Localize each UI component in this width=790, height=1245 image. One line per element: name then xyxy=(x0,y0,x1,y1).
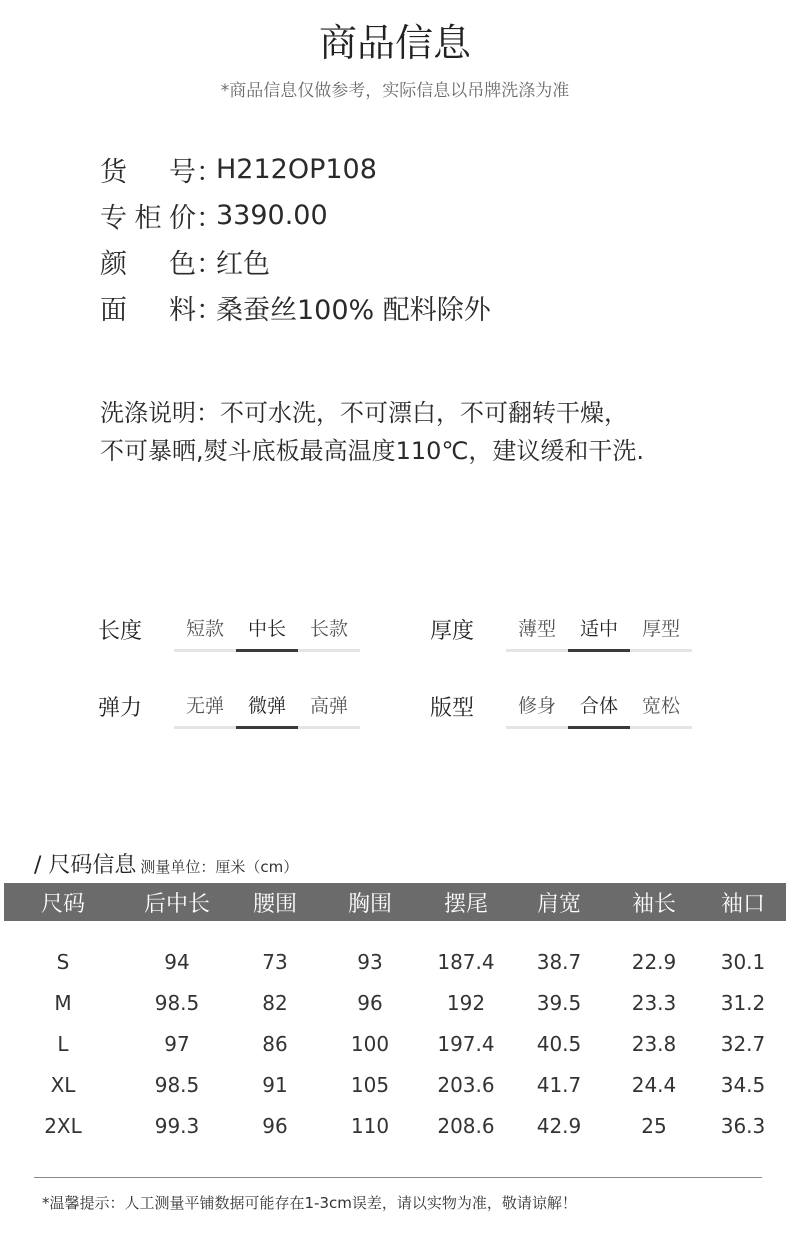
table-cell: 23.8 xyxy=(631,1031,677,1056)
info-label: 货号 xyxy=(100,156,196,188)
attribute-options xyxy=(506,691,692,729)
table-cell: 187.4 xyxy=(437,949,495,974)
info-label: 面料 xyxy=(100,294,196,326)
attribute-option: 薄型 xyxy=(506,614,568,652)
attribute-option: 短款 xyxy=(174,614,236,652)
size-table xyxy=(4,883,786,1146)
table-cell: 192 xyxy=(446,990,486,1015)
size-section-header xyxy=(34,848,298,879)
column-header: 摆尾 xyxy=(443,891,488,917)
info-colon: ： xyxy=(196,202,223,234)
table-cell: 93 xyxy=(357,949,383,974)
info-value: 桑蚕丝100% 配料除外 xyxy=(216,294,491,326)
size-table-header xyxy=(4,883,786,921)
table-cell: M xyxy=(54,990,72,1015)
info-value: 3390.00 xyxy=(216,199,328,231)
attribute-option: 微弹 xyxy=(236,691,298,729)
size-table-body xyxy=(4,921,786,1146)
column-header: 袖长 xyxy=(631,891,676,917)
table-cell: 40.5 xyxy=(536,1031,582,1056)
table-cell: 100 xyxy=(350,1031,390,1056)
table-cell: 203.6 xyxy=(437,1072,495,1097)
table-cell: 96 xyxy=(357,990,383,1015)
attribute-elasticity xyxy=(98,691,360,729)
measurement-tip: *温馨提示：人工测量平铺数据可能存在1-3cm误差，请以实物为准，敬请谅解！ xyxy=(42,1194,577,1212)
table-cell: 94 xyxy=(164,949,190,974)
info-colon: ： xyxy=(196,248,223,280)
attribute-option: 修身 xyxy=(506,691,568,729)
footer-divider xyxy=(34,1177,762,1178)
info-row-color xyxy=(100,238,491,284)
attribute-length xyxy=(98,614,360,652)
table-cell: 105 xyxy=(350,1072,390,1097)
attribute-option: 无弹 xyxy=(174,691,236,729)
attribute-options xyxy=(174,614,360,652)
table-cell: 97 xyxy=(164,1031,190,1056)
table-cell: 36.3 xyxy=(720,1113,766,1138)
info-row-fabric xyxy=(100,284,491,330)
table-cell: L xyxy=(57,1031,69,1056)
info-label: 专柜价 xyxy=(100,202,196,234)
washing-line: 洗涤说明：不可水洗，不可漂白，不可翻转干燥， xyxy=(100,399,628,427)
size-section-title: / 尺码信息 xyxy=(34,853,137,878)
attribute-label: 弹力 xyxy=(98,696,143,721)
table-cell: 34.5 xyxy=(720,1072,766,1097)
attribute-thickness xyxy=(430,614,692,652)
table-cell: 86 xyxy=(262,1031,288,1056)
attribute-label: 版型 xyxy=(430,696,475,721)
attribute-option: 厚型 xyxy=(630,614,692,652)
product-info xyxy=(100,146,491,330)
table-cell: 73 xyxy=(262,949,288,974)
attribute-fit xyxy=(430,691,692,729)
attribute-label: 厚度 xyxy=(430,619,475,644)
attribute-option: 适中 xyxy=(568,614,630,652)
table-cell: 39.5 xyxy=(536,990,582,1015)
table-cell: S xyxy=(56,949,70,974)
page-title: 商品信息 xyxy=(318,21,471,65)
attribute-options xyxy=(174,691,360,729)
attribute-option: 长款 xyxy=(298,614,360,652)
table-row xyxy=(4,1064,786,1105)
table-cell: XL xyxy=(50,1072,76,1097)
info-value: 红色 xyxy=(216,248,270,280)
column-header: 胸围 xyxy=(347,891,392,917)
table-cell: 24.4 xyxy=(631,1072,677,1097)
attribute-option: 合体 xyxy=(568,691,630,729)
table-cell: 98.5 xyxy=(154,990,200,1015)
attribute-label: 长度 xyxy=(98,619,143,644)
info-colon: ： xyxy=(196,156,223,188)
table-cell: 91 xyxy=(262,1072,288,1097)
table-cell: 30.1 xyxy=(720,949,766,974)
table-cell: 31.2 xyxy=(720,990,766,1015)
table-cell: 99.3 xyxy=(154,1113,200,1138)
info-row-price xyxy=(100,192,491,238)
attribute-option: 中长 xyxy=(236,614,298,652)
size-unit-note: 测量单位：厘米（cm） xyxy=(140,858,299,876)
column-header: 袖口 xyxy=(720,891,765,917)
table-cell: 22.9 xyxy=(631,949,677,974)
table-cell: 197.4 xyxy=(437,1031,495,1056)
table-row xyxy=(4,1105,786,1146)
table-row xyxy=(4,941,786,982)
attribute-option: 高弹 xyxy=(298,691,360,729)
table-row xyxy=(4,982,786,1023)
info-value: H212OP108 xyxy=(216,153,377,185)
table-cell: 42.9 xyxy=(536,1113,582,1138)
table-cell: 23.3 xyxy=(631,990,677,1015)
washing-instructions xyxy=(100,394,740,470)
column-header: 后中长 xyxy=(143,891,210,917)
table-cell: 82 xyxy=(262,990,288,1015)
washing-line: 不可暴晒,熨斗底板最高温度110℃，建议缓和干洗. xyxy=(100,437,645,465)
column-header: 腰围 xyxy=(252,891,297,917)
info-label: 颜色 xyxy=(100,248,196,280)
page-subtitle: *商品信息仅做参考，实际信息以吊牌洗涤为准 xyxy=(220,81,570,101)
table-cell: 41.7 xyxy=(536,1072,582,1097)
table-row xyxy=(4,1023,786,1064)
info-colon: ： xyxy=(196,294,223,326)
table-cell: 38.7 xyxy=(536,949,582,974)
info-row-item-number xyxy=(100,146,491,192)
table-cell: 98.5 xyxy=(154,1072,200,1097)
table-cell: 32.7 xyxy=(720,1031,766,1056)
column-header: 肩宽 xyxy=(536,891,581,917)
table-cell: 110 xyxy=(350,1113,390,1138)
column-header: 尺码 xyxy=(40,891,85,917)
table-cell: 25 xyxy=(641,1113,667,1138)
table-cell: 208.6 xyxy=(437,1113,495,1138)
attribute-option: 宽松 xyxy=(630,691,692,729)
attribute-options xyxy=(506,614,692,652)
table-cell: 96 xyxy=(262,1113,288,1138)
table-cell: 2XL xyxy=(44,1113,82,1138)
